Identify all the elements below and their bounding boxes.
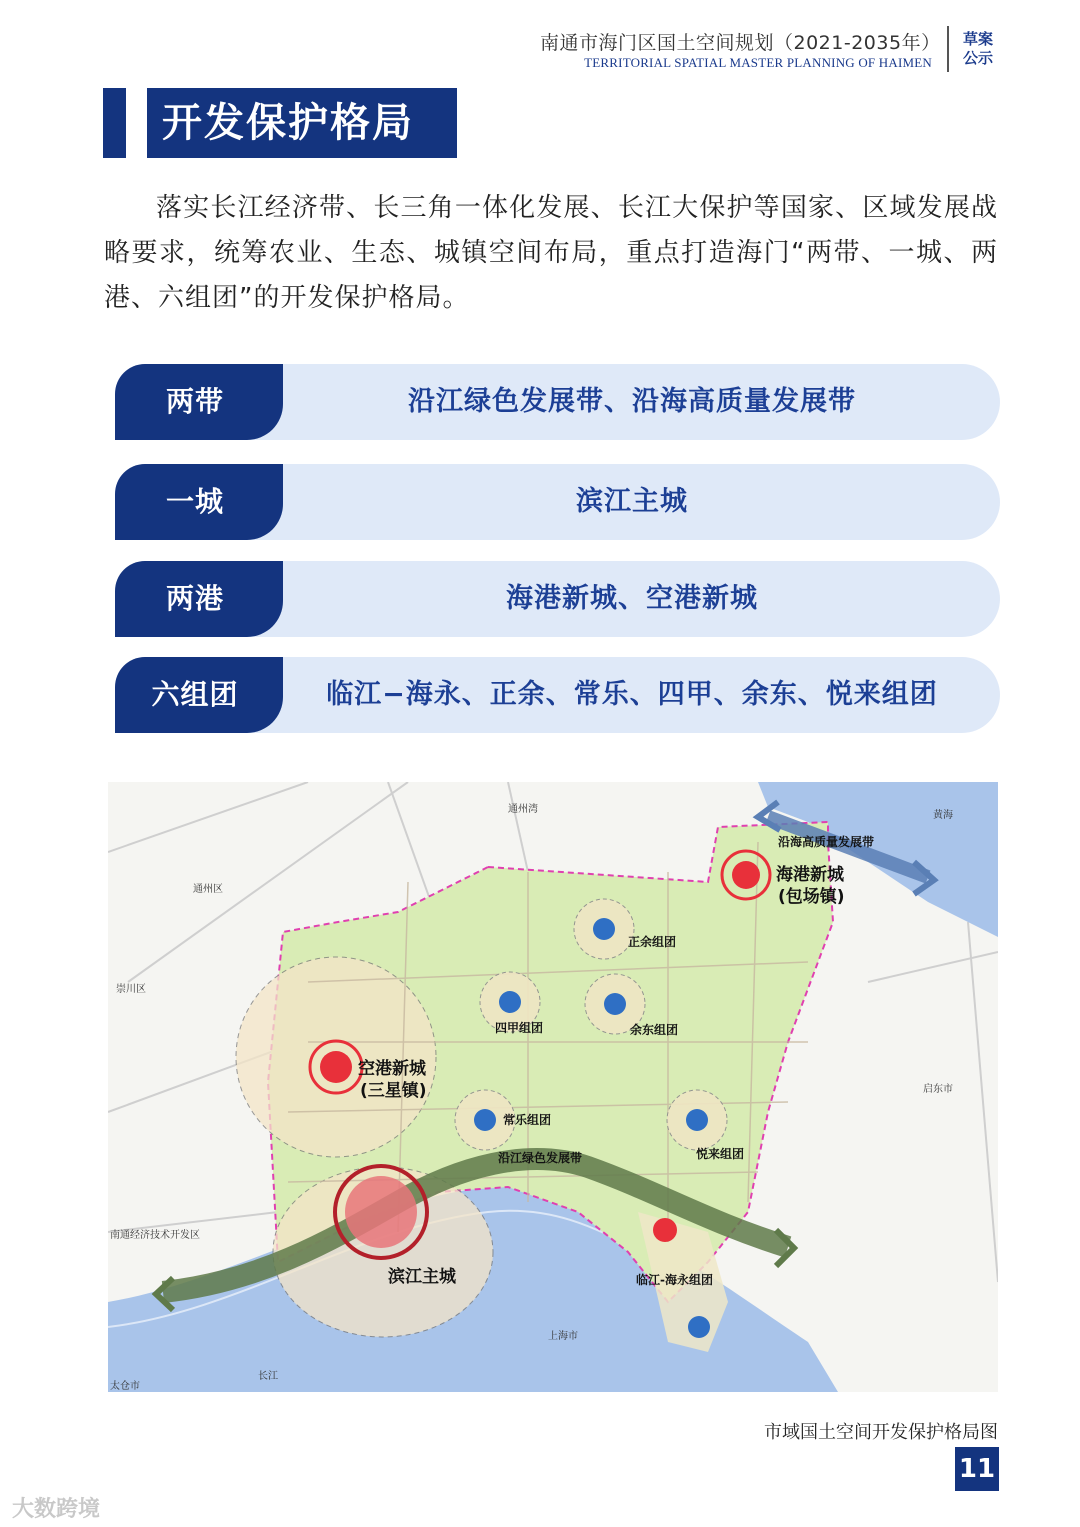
- watermark: 大数跨境: [12, 1497, 101, 1522]
- label-zhengyu: 正余组团: [628, 935, 677, 949]
- yuelai-dot: [686, 1109, 708, 1131]
- page-number: 11: [955, 1447, 999, 1491]
- main-city-node: [345, 1176, 417, 1248]
- map-caption: 市域国土空间开发保护格局图: [764, 1422, 998, 1443]
- label-linjiang: 临江-海永组团: [636, 1273, 713, 1287]
- yudong-dot: [604, 993, 626, 1015]
- pattern-row-one-city: [115, 464, 1000, 540]
- row-label: 一城: [165, 485, 224, 518]
- label-yudong: 余东组团: [630, 1023, 679, 1037]
- section-accent-bar: [103, 88, 126, 158]
- label-huanghai: 黄海: [933, 810, 953, 821]
- label-airport-city: 空港新城: [358, 1059, 426, 1079]
- zhengyu-dot: [593, 918, 615, 940]
- label-sijia: 四甲组团: [495, 1021, 544, 1035]
- row-value: 滨江主城: [576, 486, 688, 517]
- label-changle: 常乐组团: [503, 1113, 552, 1127]
- draft-badge: 草案公示: [962, 30, 993, 67]
- label-coastal-belt: 沿海高质量发展带: [778, 835, 875, 849]
- header-divider: [947, 26, 949, 72]
- seaport-node: [732, 861, 760, 889]
- row-value: 临江−海永、正余、常乐、四甲、余东、悦来组团: [326, 679, 938, 710]
- label-yangtze-belt: 沿江绿色发展带: [498, 1151, 583, 1165]
- label-chongchuan: 崇川区: [116, 984, 146, 995]
- linjiang-node: [653, 1218, 677, 1242]
- label-nantong-econ: 南通经济技术开发区: [110, 1230, 200, 1241]
- label-shanghai: 上海市: [548, 1331, 578, 1342]
- sijia-dot: [499, 991, 521, 1013]
- document-title: 南通市海门区国土空间规划（2021-2035年）: [540, 32, 941, 54]
- document-subtitle: TERRITORIAL SPATIAL MASTER PLANNING OF HAIMEN: [584, 55, 932, 70]
- row-label: 两带: [165, 385, 224, 418]
- label-yuelai: 悦来组团: [696, 1147, 745, 1161]
- label-qidong: 启东市: [923, 1084, 953, 1095]
- row-label: 六组团: [151, 678, 239, 711]
- intro-paragraph: 落实长江经济带、长三角一体化发展、长江大保护等国家、区域发展战略要求，统筹农业、生态、城镇空间布局，重点打造海门“两带、一城、两港、六组团”的开发保护格局。: [104, 193, 998, 313]
- row-value: 沿江绿色发展带、沿海高质量发展带: [408, 386, 856, 417]
- label-main-city: 滨江主城: [388, 1267, 456, 1287]
- spatial-pattern-map: [108, 782, 998, 1392]
- section-title: 开发保护格局: [162, 100, 414, 146]
- pattern-row-six-clusters: [115, 657, 1000, 733]
- row-value: 海港新城、空港新城: [506, 583, 758, 614]
- label-seaport-town: (包场镇): [778, 887, 845, 907]
- label-seaport-city: 海港新城: [776, 865, 844, 885]
- pattern-row-two-ports: [115, 561, 1000, 637]
- label-changjiang: 长江: [258, 1371, 278, 1382]
- airport-node: [320, 1051, 352, 1083]
- label-airport-town: (三星镇): [360, 1081, 427, 1101]
- label-taicang: 太仓市: [110, 1381, 140, 1392]
- pattern-row-two-belts: [115, 364, 1000, 440]
- haiyong-dot: [688, 1316, 710, 1338]
- label-tongzhou-district: 通州区: [193, 884, 223, 895]
- changle-dot: [474, 1109, 496, 1131]
- row-label: 两港: [165, 582, 224, 615]
- label-tongzhou-bay: 通州湾: [508, 804, 538, 815]
